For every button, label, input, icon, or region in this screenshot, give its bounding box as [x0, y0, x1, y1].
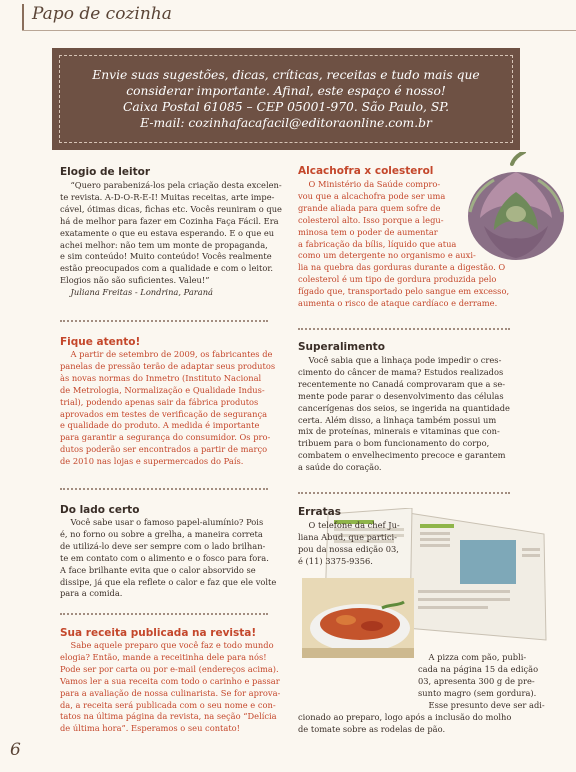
text-line: para garantir a segurança do consumidor. Os pro-	[60, 432, 271, 443]
dotted-divider	[298, 492, 510, 494]
text-line: trial), podendo apenas sair da fábrica produtos	[60, 396, 259, 407]
text-line: fígado que, transportado pelo sangue em excesso,	[298, 286, 510, 297]
lado-heading: Do lado certo	[60, 504, 140, 516]
text-line: de Metrologia, Normalização e Qualidade Indus-	[60, 384, 265, 395]
text-line: A face brilhante evita que o calor absorvido se	[60, 564, 256, 575]
text-line: panelas de pressão terão de adaptar seus produtos	[60, 360, 276, 371]
text-line: Sabe aquele preparo que você faz e todo mundo	[60, 640, 274, 650]
elogio-heading: Elogio de leitor	[60, 166, 150, 178]
text-line: cancerígenas dos seios, se ingerida na quantidade	[298, 402, 510, 413]
text-line: e sim conteúdo! Muito conteúdo! Vocês realmente	[60, 251, 272, 262]
dotted-divider	[298, 328, 510, 330]
contact-box-frame	[59, 55, 513, 143]
text-line: de tomate sobre as rodelas de pão.	[298, 723, 446, 734]
text-line: tribuem para o bom funcionamento do corpo,	[298, 438, 490, 449]
lado-body	[60, 517, 276, 600]
text-line: há de melhor para fazer em Cozinha Faça Fácil. Era	[60, 215, 279, 226]
alcachofra-body	[298, 179, 509, 310]
text-line: O telefone da chef Ju-	[298, 520, 400, 530]
text-line: a saúde do coração.	[298, 462, 382, 473]
text-line: mix de proteínas, minerais e vitaminas que con-	[298, 426, 500, 437]
text-line: exatamente o que eu estava esperando. E o que eu	[60, 227, 275, 238]
elogio-body	[60, 180, 282, 299]
text-line: colesterol alto. Isso porque a legu-	[298, 214, 444, 225]
text-line: achei melhor: não tem um monte de propaganda,	[60, 239, 268, 250]
text-line: recentemente no Canadá comprovaram que a se-	[298, 378, 506, 389]
page-number: 6	[10, 740, 21, 760]
text-line: grande aliada para quem sofre de	[298, 202, 441, 213]
text-line: vou que a alcachofra pode ser uma	[298, 190, 446, 201]
contact-box	[52, 48, 520, 150]
text-line: Esse presunto deve ser adi-	[418, 700, 545, 710]
text-line: da, a receita será publicada com o seu nome e con-	[60, 699, 276, 710]
text-line: colesterol é um tipo de gordura produzida pelo	[298, 274, 497, 285]
text-line: cionado ao preparo, logo após a inclusão do molho	[298, 711, 512, 722]
contact-address: Caixa Postal 61085 – CEP 05001-970. São Paulo, SP.	[123, 100, 449, 114]
contact-line: Envie suas sugestões, dicas, críticas, receitas e tudo mais que	[92, 68, 480, 82]
text-line: minosa tem o poder de aumentar	[298, 226, 438, 237]
text-line: estão preocupados com a qualidade e com o leitor.	[60, 263, 274, 274]
dotted-divider	[60, 488, 268, 490]
text-line: cada na página 15 da edição	[418, 663, 539, 674]
text-line: pou da nossa edição 03,	[298, 543, 399, 554]
text-line: combatem o envelhecimento precoce e garantem	[298, 450, 506, 461]
signature: Juliana Freitas - Londrina, Paraná	[60, 287, 214, 298]
text-line: de última hora”. Esperamos o seu contato!	[60, 723, 240, 734]
superalimento-heading: Superalimento	[298, 341, 385, 353]
text-line: “Quero parabenizá-los pela criação desta excelen-	[60, 180, 282, 190]
text-line: mente pode parar o desenvolvimento das células	[298, 390, 504, 401]
receita-heading: Sua receita publicada na revista!	[60, 627, 257, 639]
text-line: é, no forno ou sobre a grelha, a maneira correta	[60, 528, 263, 539]
section-title: Papo de cozinha	[32, 4, 172, 24]
text-line: liana Abud, que partici-	[298, 531, 397, 542]
text-line: e qualidade do produto. A medida é importante	[60, 420, 260, 431]
superalimento-body	[298, 355, 510, 474]
text-line: Pode ser por carta ou por e-mail (endereços acima).	[60, 663, 279, 674]
text-line: 03, apresenta 300 g de pre-	[418, 675, 535, 686]
text-line: te em contato com o alimento e o fosco para fora.	[60, 552, 269, 563]
text-line: elogia? Então, mande a receitinha dele para nós!	[60, 651, 267, 662]
text-line: cável, ótimas dicas, fichas etc. Vocês reuniram o que	[60, 203, 282, 214]
text-line: O Ministério da Saúde compro-	[298, 179, 441, 189]
dotted-divider	[60, 320, 268, 322]
text-line: A pizza com pão, publi-	[418, 652, 527, 662]
text-line: para a comida.	[60, 588, 123, 599]
fique-heading: Fique atento!	[60, 336, 141, 348]
text-line: cimento do câncer de mama? Estudos realizados	[298, 366, 504, 377]
erratas-heading: Erratas	[298, 506, 341, 518]
text-line: certa. Além disso, a linhaça também possui um	[298, 414, 497, 425]
header-divider	[22, 30, 576, 31]
erratas-body-a	[298, 520, 400, 568]
text-line: dissipe, já que ela reflete o calor e faz que ele volte	[60, 576, 277, 587]
text-line: Vamos ler a sua receita com todo o carinho e passar	[60, 675, 280, 686]
text-line: às novas normas do Inmetro (Instituto Nacional	[60, 372, 262, 383]
text-line: lia na quebra das gorduras durante a digestão. O	[298, 262, 506, 273]
text-line: Você sabia que a linhaça pode impedir o cres-	[298, 355, 502, 365]
text-line: a fabricação da bílis, líquido que atua	[298, 238, 457, 249]
text-line: para a avaliação de nossa culinarista. Se for aprova-	[60, 687, 281, 698]
text-line: é (11) 3375-9356.	[298, 555, 373, 566]
receita-body	[60, 640, 280, 735]
text-line: tatos na última página da revista, na seção “Delícia	[60, 711, 277, 722]
pizza-photo	[302, 578, 414, 658]
header-accent-bar	[0, 4, 24, 30]
text-line: Elogios não são suficientes. Valeu!”	[60, 275, 210, 286]
erratas-body-c	[298, 700, 545, 736]
text-line: aprovados em testes de verificação de segurança	[60, 408, 268, 419]
text-line: Você sabe usar o famoso papel-alumínio? Pois	[60, 517, 264, 527]
text-line: sunto magro (sem gordura).	[418, 687, 537, 698]
text-line: de utilizá-lo deve ser sempre com o lado brilhan-	[60, 540, 266, 551]
fique-body	[60, 349, 275, 468]
contact-email: E-mail: cozinhafacafacil@editoraonline.com.br	[140, 116, 432, 130]
text-line: aumenta o risco de ataque cardíaco e derrame.	[298, 298, 498, 309]
alcachofra-heading: Alcachofra x colesterol	[298, 165, 434, 177]
text-line: de 2010 nas lojas e supermercados do País.	[60, 456, 244, 467]
text-line: como um detergente no organismo e auxi-	[298, 250, 476, 261]
text-line: A partir de setembro de 2009, os fabricantes de	[60, 349, 273, 359]
text-line: te revista. A-D-O-R-E-I! Muitas receitas, arte impe-	[60, 191, 275, 202]
dotted-divider	[60, 613, 268, 615]
contact-line: considerar importante. Afinal, este espaço é nosso!	[126, 84, 446, 98]
text-line: dutos poderão ser encontrados a partir de março	[60, 444, 268, 455]
erratas-body-b	[418, 652, 538, 700]
